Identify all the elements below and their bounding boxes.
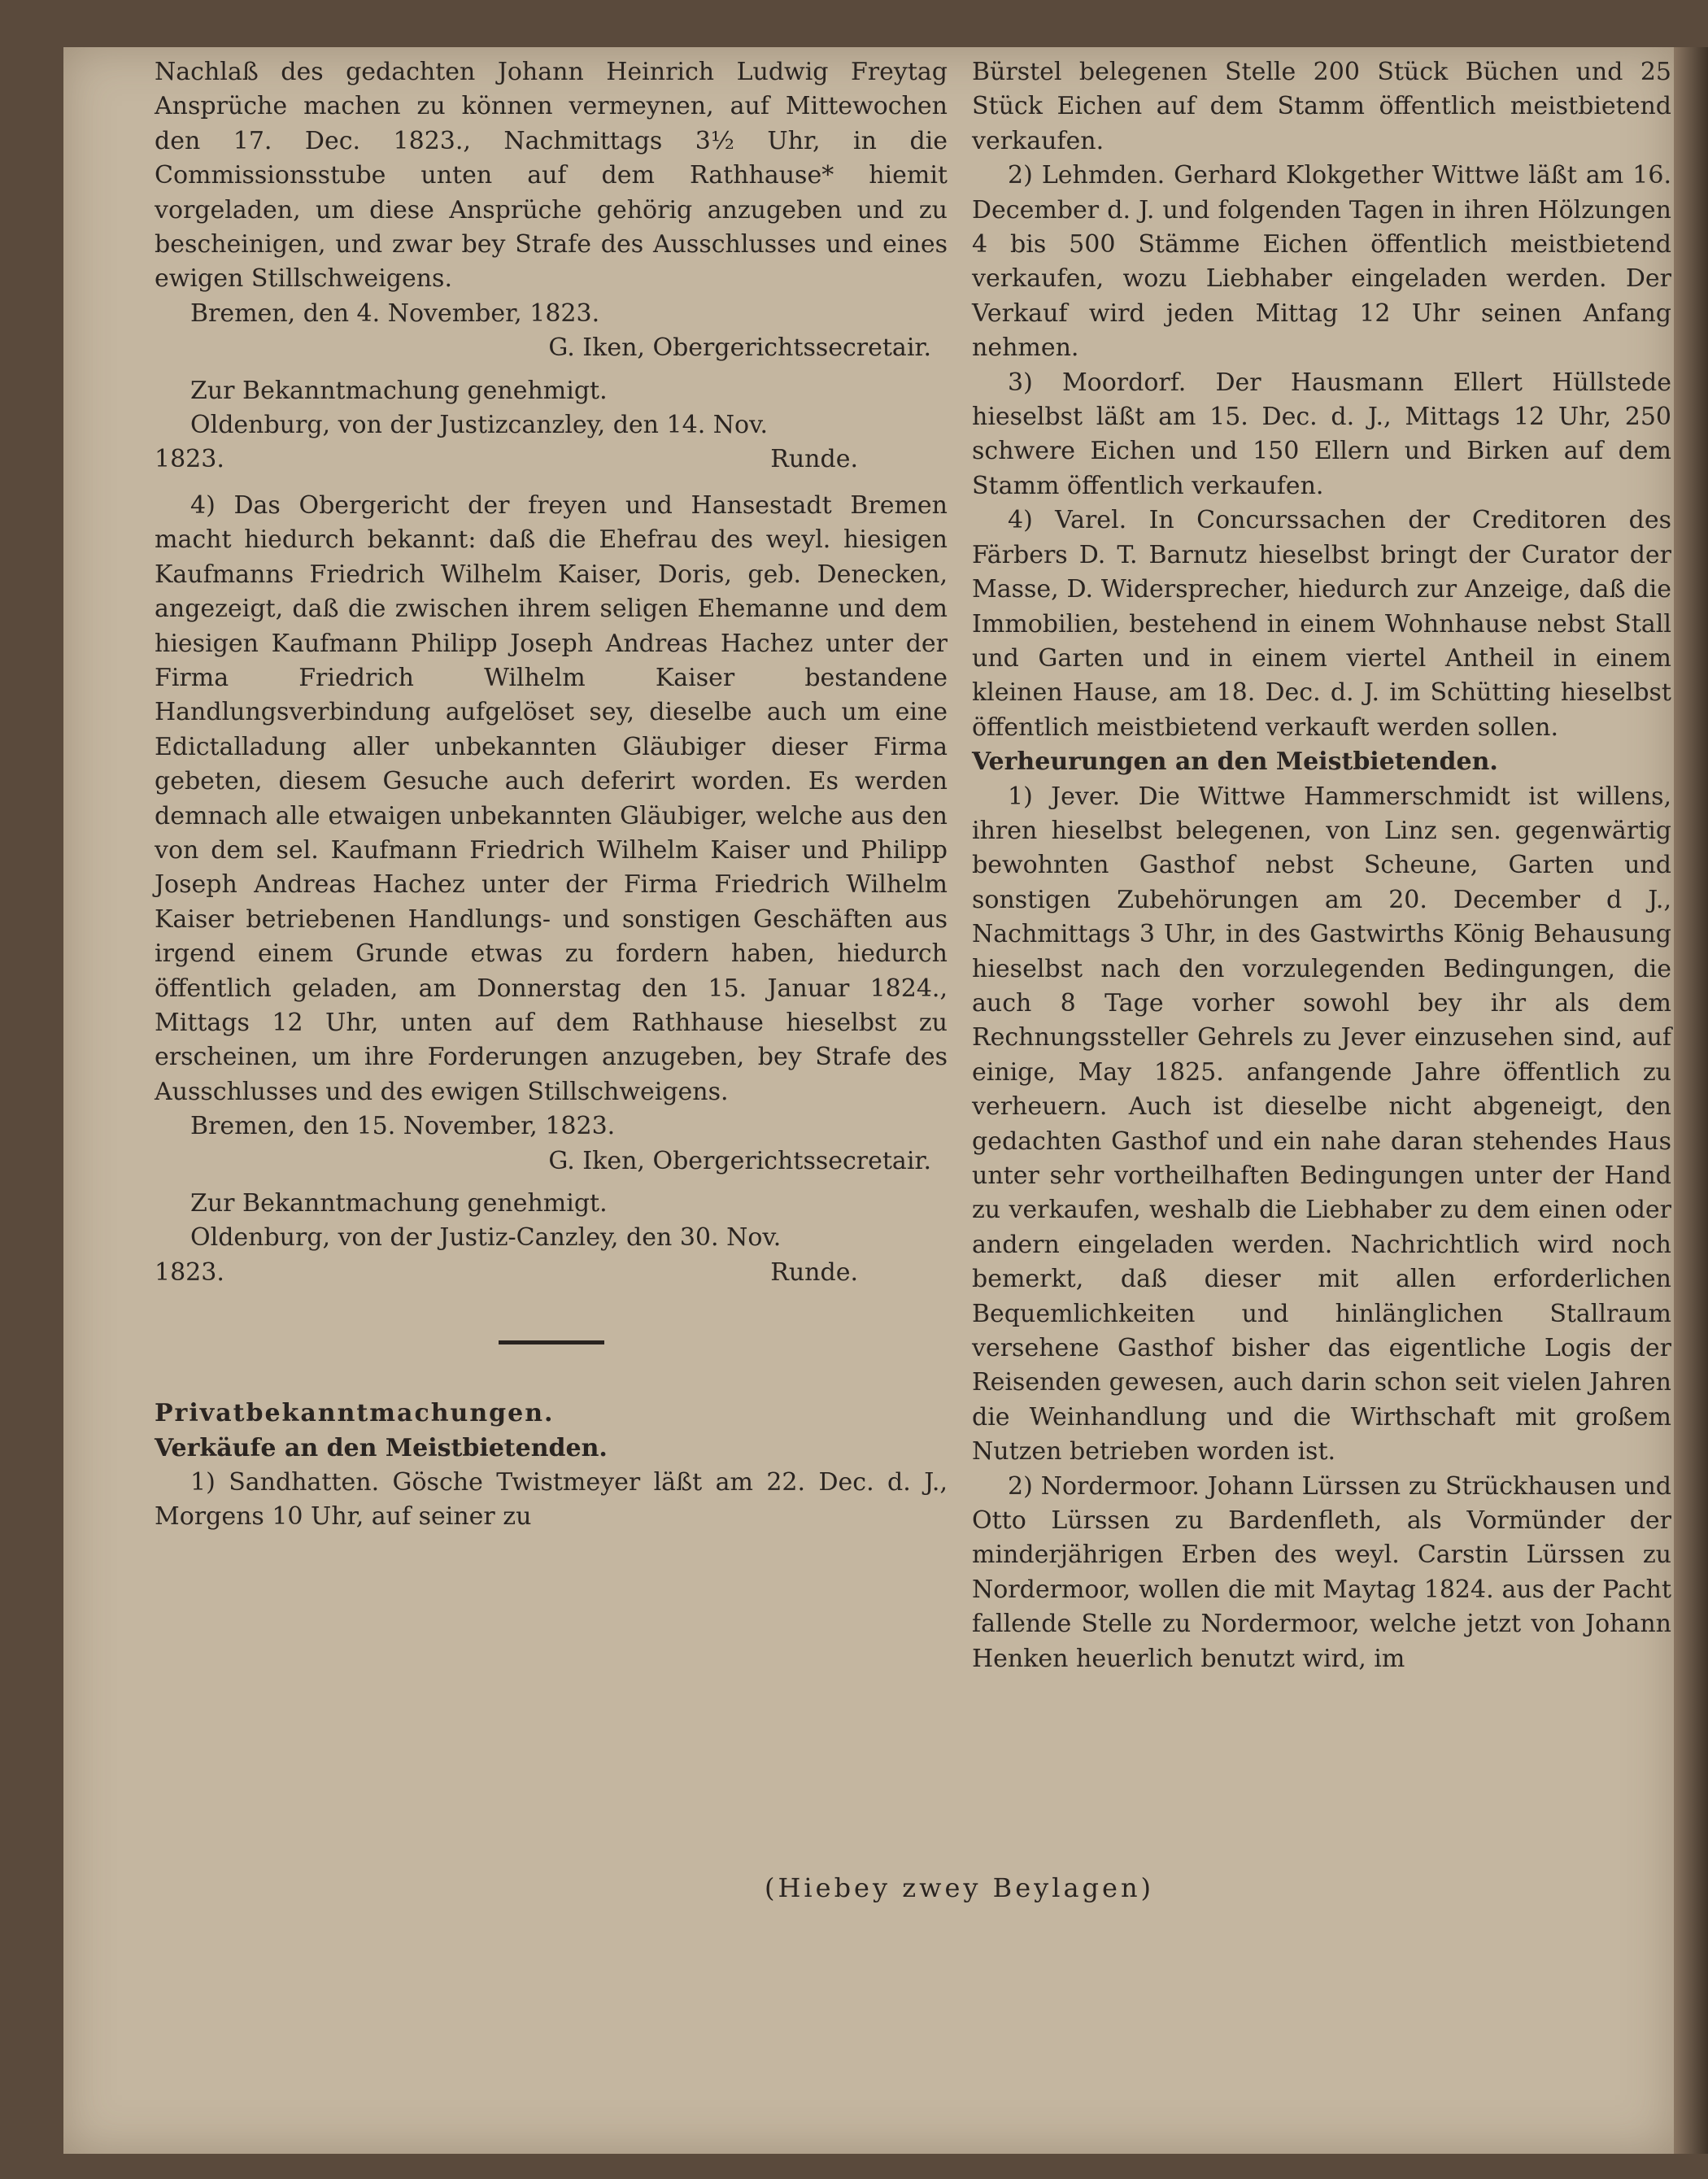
date-line: Bremen, den 15. November, 1823. <box>190 1112 616 1141</box>
signature: G. Iken, Obergerichtssecretair. <box>548 1146 931 1175</box>
footer-note: (Hiebey zwey Beylagen) <box>765 1872 1155 1903</box>
sale-entry-1-continued: Bürstel belegenen Stelle 200 Stück Büchen und 25 Stück Eichen auf dem Stamm öffentlich meistbietend verkaufen. <box>972 58 1671 155</box>
place-line: Oldenburg, von der Justiz-Canzley, den 30. Nov. <box>190 1223 782 1253</box>
subsection-heading: Verkäufe an den Meistbietenden. <box>155 1433 608 1462</box>
sale-entry-2: 2) Lehmden. Gerhard Klokgether Wittwe läßt am 16. December d. J. und folgenden Tagen in ihren Hölzungen 4 bis 500 Stämme Eichen öffentlich meistbietend verkaufen, wozu Liebhaber eingeladen werden. Der Verkauf wird jeden Mittag 12 Uhr seinen Anfang nehmen. <box>972 161 1671 363</box>
subsection-heading: Verheurungen an den Meistbietenden. <box>972 747 1498 777</box>
section-divider <box>499 1340 604 1344</box>
book-spine <box>1674 47 1708 2154</box>
section-heading: Privatbekanntmachungen. <box>155 1399 555 1428</box>
year: 1823. <box>155 445 224 474</box>
signature: G. Iken, Obergerichtssecretair. <box>548 333 931 363</box>
intro-paragraph: Nachlaß des gedachten Johann Heinrich Ludwig Freytag Ansprüche machen zu können vermeynen, auf Mittewochen den 17. Dec. 1823., Nachmittags 3½ Uhr, in die Commissionsstube unten auf dem Rathhause* hiemit vorgeladen, um diese Ansprüche gehörig anzugeben und zu bescheinigen, und zwar bey Strafe des Ausschlusses und eines ewigen Stillschweigens. <box>155 58 948 294</box>
lease-entry-1: 1) Jever. Die Wittwe Hammerschmidt ist willens, ihren hieselbst belegenen, von Linz sen. gegenwärtig bewohnten Gasthof nebst Scheune, Garten und sonstigen Zubehörungen am 20. December d J., Nachmittags 3 Uhr, in des Gastwirths König Behausung hieselbst nach den vorzulegenden Bedingungen, die auch 8 Tage vorher sowohl bey ihr als dem Rechnungssteller Gehrels zu Jever einzusehen sind, auf einige, May 1825. anfangende Jahre öffentlich zu verheuern. Auch ist dieselbe nicht abgeneigt, den gedachten Gasthof und ein nahe daran stehendes Haus unter sehr vortheilhaften Bedingungen unter der Hand zu verkaufen, weshalb die Liebhaber zu dem einen oder andern eingeladen werden. Nachrichtlich wird noch bemerkt, daß dieser mit allen erforderlichen Bequemlichkeiten und hinlänglichen Stallraum versehene Gasthof bisher das eigentliche Logis der Reisenden gewesen, auch darin schon seit vielen Jahren die Weinhandlung und die Wirthschaft mit großem Nutzen betrieben worden ist. <box>972 782 1671 1466</box>
approval-line: Zur Bekanntmachung genehmigt. <box>190 1189 608 1218</box>
year-signature-row <box>155 442 948 477</box>
signer-name: Runde. <box>770 1257 858 1287</box>
notice-paragraph-4: 4) Das Obergericht der freyen und Hansestadt Bremen macht hiedurch bekannt: daß die Ehefrau des weyl. hiesigen Kaufmanns Friedrich Wilhelm Kaiser, Doris, geb. Denecken, angezeigt, daß die zwischen ihrem seligen Ehemanne und dem hiesigen Kaufmann Philipp Joseph Andreas Hachez unter der Firma Friedrich Wilhelm Kaiser bestandene Handlungsverbindung aufgelöset sey, dieselbe auch um eine Edictalladung aller unbekannten Gläubiger dieser Firma gebeten, diesem Gesuche auch deferirt worden. Es werden demnach alle etwaigen unbekannten Gläubiger, welche aus den von dem sel. Kaufmann Friedrich Wilhelm Kaiser und Philipp Joseph Andreas Hachez unter der Firma Friedrich Wilhelm Kaiser betriebenen Handlungs- und sonstigen Geschäften aus irgend einem Grunde etwas zu fordern haben, hiedurch öffentlich geladen, am Donnerstag den 15. Januar 1824., Mittags 12 Uhr, unten auf dem Rathhause hieselbst zu erscheinen, um ihre Forderungen anzugeben, bey Strafe des Ausschlusses und des ewigen Stillschweigens. <box>155 490 948 1106</box>
year-signature-row <box>155 1256 948 1290</box>
signer-name: Runde. <box>770 445 858 474</box>
sale-entry-1: 1) Sandhatten. Gösche Twistmeyer läßt am 22. Dec. d. J., Morgens 10 Uhr, auf seiner zu <box>155 1468 948 1532</box>
right-column <box>972 55 1671 1676</box>
date-line: Bremen, den 4. November, 1823. <box>190 299 600 328</box>
sale-entry-4: 4) Varel. In Concurssachen der Creditoren des Färbers D. T. Barnutz hieselbst bringt der Curator der Masse, D. Widersprecher, hiedurch zur Anzeige, daß die Immobilien, bestehend in einem Wohnhause nebst Stall und Garten und in einem viertel Antheil in einem kleinen Hause, am 18. Dec. d. J. im Schütting hieselbst öffentlich meistbietend verkauft werden sollen. <box>972 506 1671 742</box>
year: 1823. <box>155 1257 224 1287</box>
place-line: Oldenburg, von der Justizcanzley, den 14. Nov. <box>190 411 769 440</box>
lease-entry-2: 2) Nordermoor. Johann Lürssen zu Strückhausen und Otto Lürssen zu Bardenfleth, als Vormünder der minderjährigen Erben des weyl. Carstin Lürssen zu Nordermoor, wollen die mit Maytag 1824. aus der Pacht fallende Stelle zu Nordermoor, welche jetzt von Johann Henken heuerlich benutzt wird, im <box>972 1471 1671 1673</box>
sale-entry-3: 3) Moordorf. Der Hausmann Ellert Hüllstede hieselbst läßt am 15. Dec. d. J., Mittags 12 Uhr, 250 schwere Eichen und 150 Ellern und Birken auf dem Stamm öffentlich verkaufen. <box>972 368 1671 500</box>
approval-line: Zur Bekanntmachung genehmigt. <box>190 376 608 405</box>
left-column <box>155 55 948 1535</box>
